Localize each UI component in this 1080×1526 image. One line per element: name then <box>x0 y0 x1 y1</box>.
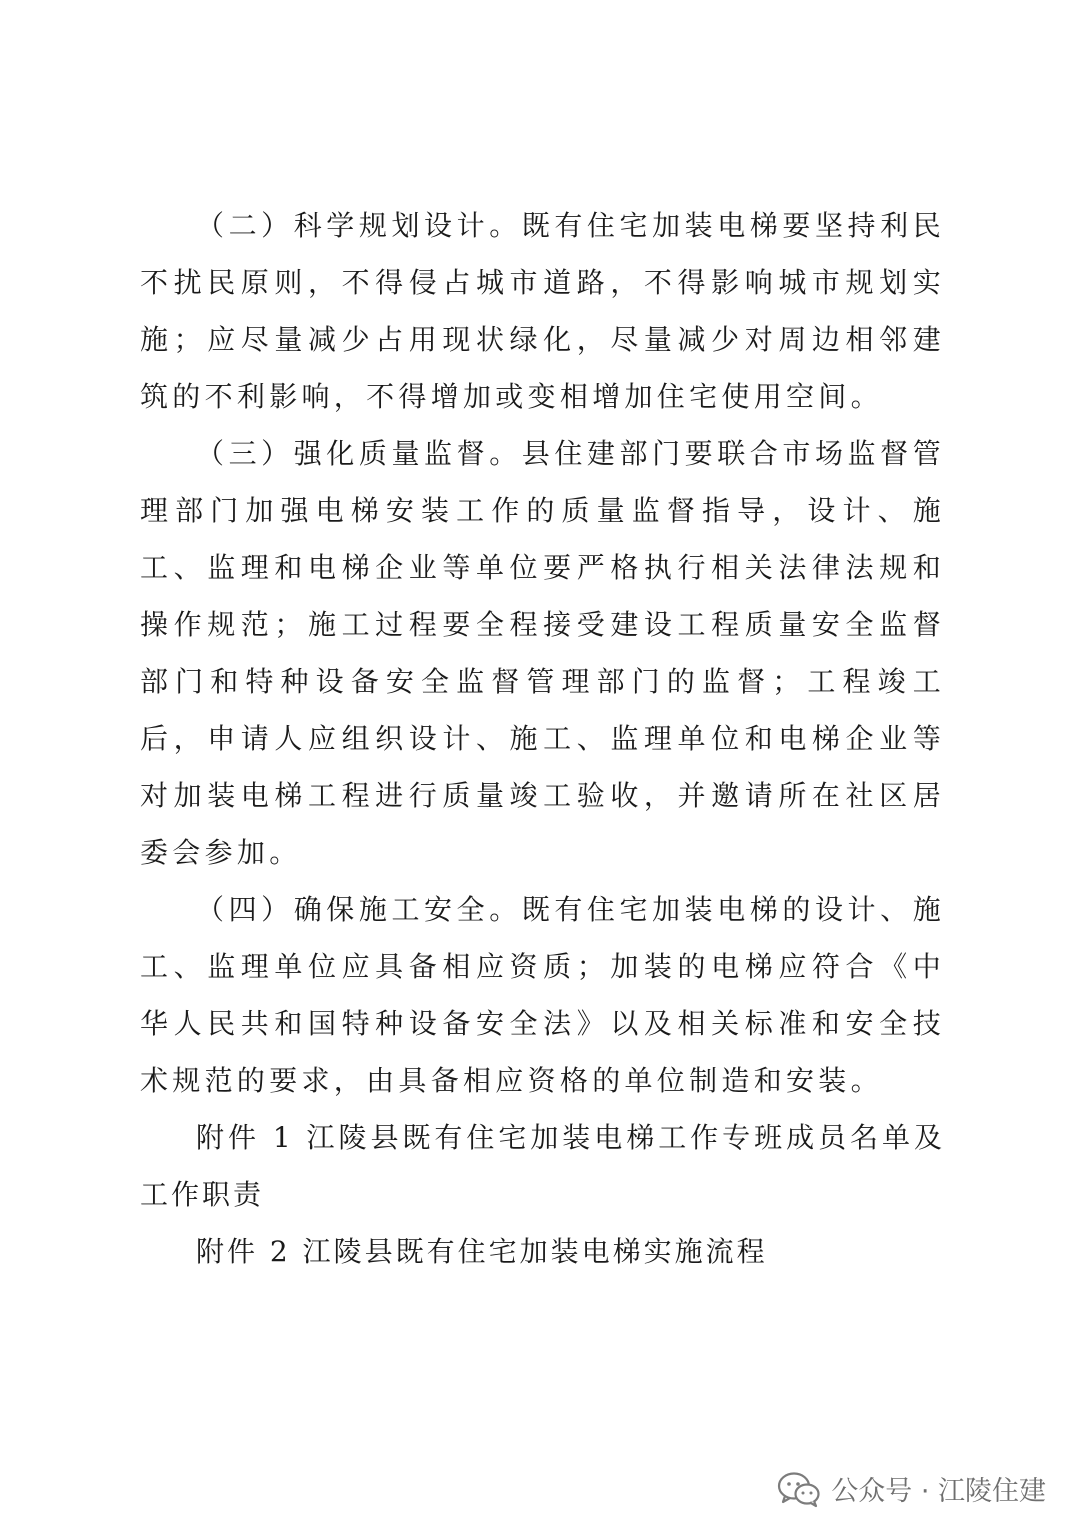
paragraph-construction-safety: （四）确保施工安全。既有住宅加装电梯的设计、施工、监理单位应具备相应资质；加装的电梯应符合《中华人民共和国特种设备安全法》以及相关标准和安全技术规范的要求，由具备相应资格的单位制造和安装。 <box>140 893 945 1097</box>
wechat-icon <box>777 1470 821 1508</box>
paragraph-quality-supervision: （三）强化质量监督。县住建部门要联合市场监督管理部门加强电梯安装工作的质量监督指导，设计、施工、监理和电梯企业等单位要严格执行相关法律法规和操作规范；施工过程要全程接受建设工程质量安全监督部门和特种设备安全监督管理部门的监督；工程竣工后，申请人应组织设计、施工、监理单位和电梯企业等对加装电梯工程进行质量竣工验收，并邀请所在社区居委会参加。 <box>140 437 945 869</box>
attachment-1: 附件 1 江陵县既有住宅加装电梯工作专班成员名单及工作职责 <box>140 1121 945 1211</box>
paragraph-plan-design: （二）科学规划设计。既有住宅加装电梯要坚持利民不扰民原则，不得侵占城市道路，不得影响城市规划实施；应尽量减少占用现状绿化，尽量减少对周边相邻建筑的不利影响，不得增加或变相增加住宅使用空间。 <box>140 209 945 413</box>
document-body <box>140 197 945 1280</box>
wechat-watermark <box>777 1469 1046 1508</box>
attachment-2: 附件 2 江陵县既有住宅加装电梯实施流程 <box>196 1235 768 1268</box>
watermark-text: 公众号 · 江陵住建 <box>831 1476 1046 1507</box>
